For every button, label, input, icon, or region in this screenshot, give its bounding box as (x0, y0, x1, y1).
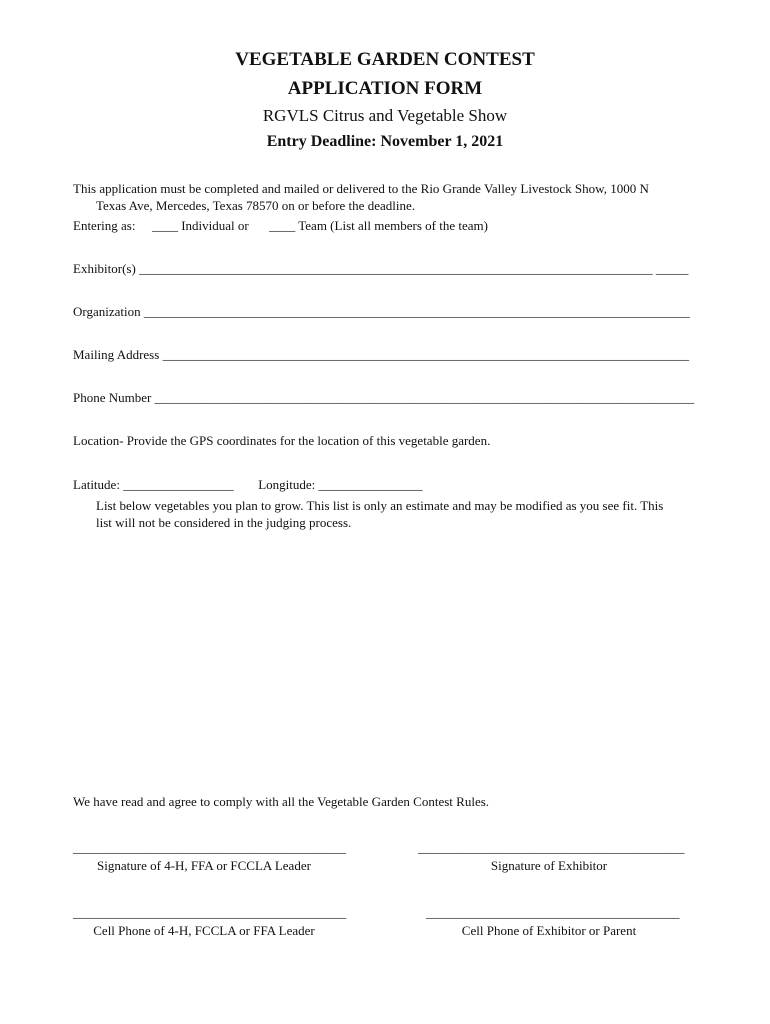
exhibitor-cell-phone-caption: Cell Phone of Exhibitor or Parent (461, 923, 637, 938)
exhibitors-blank[interactable]: _______________________________________________________________________________ _____ (139, 261, 689, 276)
organization-field[interactable] (73, 304, 690, 320)
latitude-blank[interactable]: _________________ (123, 477, 234, 492)
form-title-line-1: VEGETABLE GARDEN CONTEST (235, 49, 535, 70)
location-instruction: Location- Provide the GPS coordinates for the location of this vegetable garden. (73, 433, 491, 448)
exhibitors-field[interactable] (73, 261, 688, 277)
organization-blank[interactable]: ____________________________________________________________________________________ (143, 304, 690, 319)
exhibitor-signature-caption: Signature of Exhibitor (490, 858, 608, 873)
longitude-blank[interactable]: ________________ (318, 477, 423, 492)
exhibitor-cell-phone-line[interactable]: _______________________________________ (426, 905, 680, 920)
mailing-address-field[interactable] (73, 347, 689, 363)
agreement-statement: We have read and agree to comply with all the Vegetable Garden Contest Rules. (73, 794, 490, 809)
team-option: Team (List all members of the team) (298, 218, 488, 233)
leader-signature-caption: Signature of 4-H, FFA or FCCLA Leader (97, 858, 311, 873)
phone-number-label: Phone Number (73, 390, 155, 405)
form-title-line-2: APPLICATION FORM (287, 78, 483, 99)
exhibitors-label: Exhibitor(s) (73, 261, 140, 276)
mailing-address-blank[interactable]: _________________________________________________________________________________ (162, 347, 690, 362)
show-name: RGVLS Citrus and Vegetable Show (262, 106, 508, 125)
individual-option: Individual or (181, 218, 249, 233)
vegetables-note (96, 497, 716, 531)
entering-as-row (73, 217, 488, 234)
vegetables-note-line-1: List below vegetables you plan to grow. This list is only an estimate and may be modified as you see fit. This (96, 498, 664, 513)
instructions-line-1: This application must be completed and mailed or delivered to the Rio Grande Valley Livestock Show, 1000 N (73, 181, 649, 196)
instructions-line-2: Texas Ave, Mercedes, Texas 78570 on or before the deadline. (96, 198, 415, 213)
leader-signature-line[interactable]: __________________________________________ (73, 840, 346, 855)
coordinates-row (73, 476, 422, 493)
vegetables-list-area[interactable] (96, 535, 716, 785)
organization-label: Organization (73, 304, 144, 319)
vegetables-note-line-2: list will not be considered in the judging process. (96, 515, 352, 530)
leader-cell-phone-caption: Cell Phone of 4-H, FCCLA or FFA Leader (93, 923, 315, 938)
phone-number-blank[interactable]: ___________________________________________________________________________________ (154, 390, 695, 405)
longitude-label: Longitude: (258, 477, 319, 492)
phone-number-field[interactable] (73, 390, 694, 406)
entering-as-label: Entering as: (73, 218, 136, 233)
mailing-address-label: Mailing Address (73, 347, 163, 362)
exhibitor-signature-line[interactable]: _________________________________________ (418, 840, 685, 855)
instructions-paragraph (73, 180, 713, 214)
entry-deadline: Entry Deadline: November 1, 2021 (266, 133, 504, 150)
individual-blank[interactable]: ____ (151, 218, 178, 233)
leader-cell-phone-line[interactable]: __________________________________________ (73, 905, 346, 920)
latitude-label: Latitude: (73, 477, 124, 492)
team-blank[interactable]: ____ (269, 218, 296, 233)
